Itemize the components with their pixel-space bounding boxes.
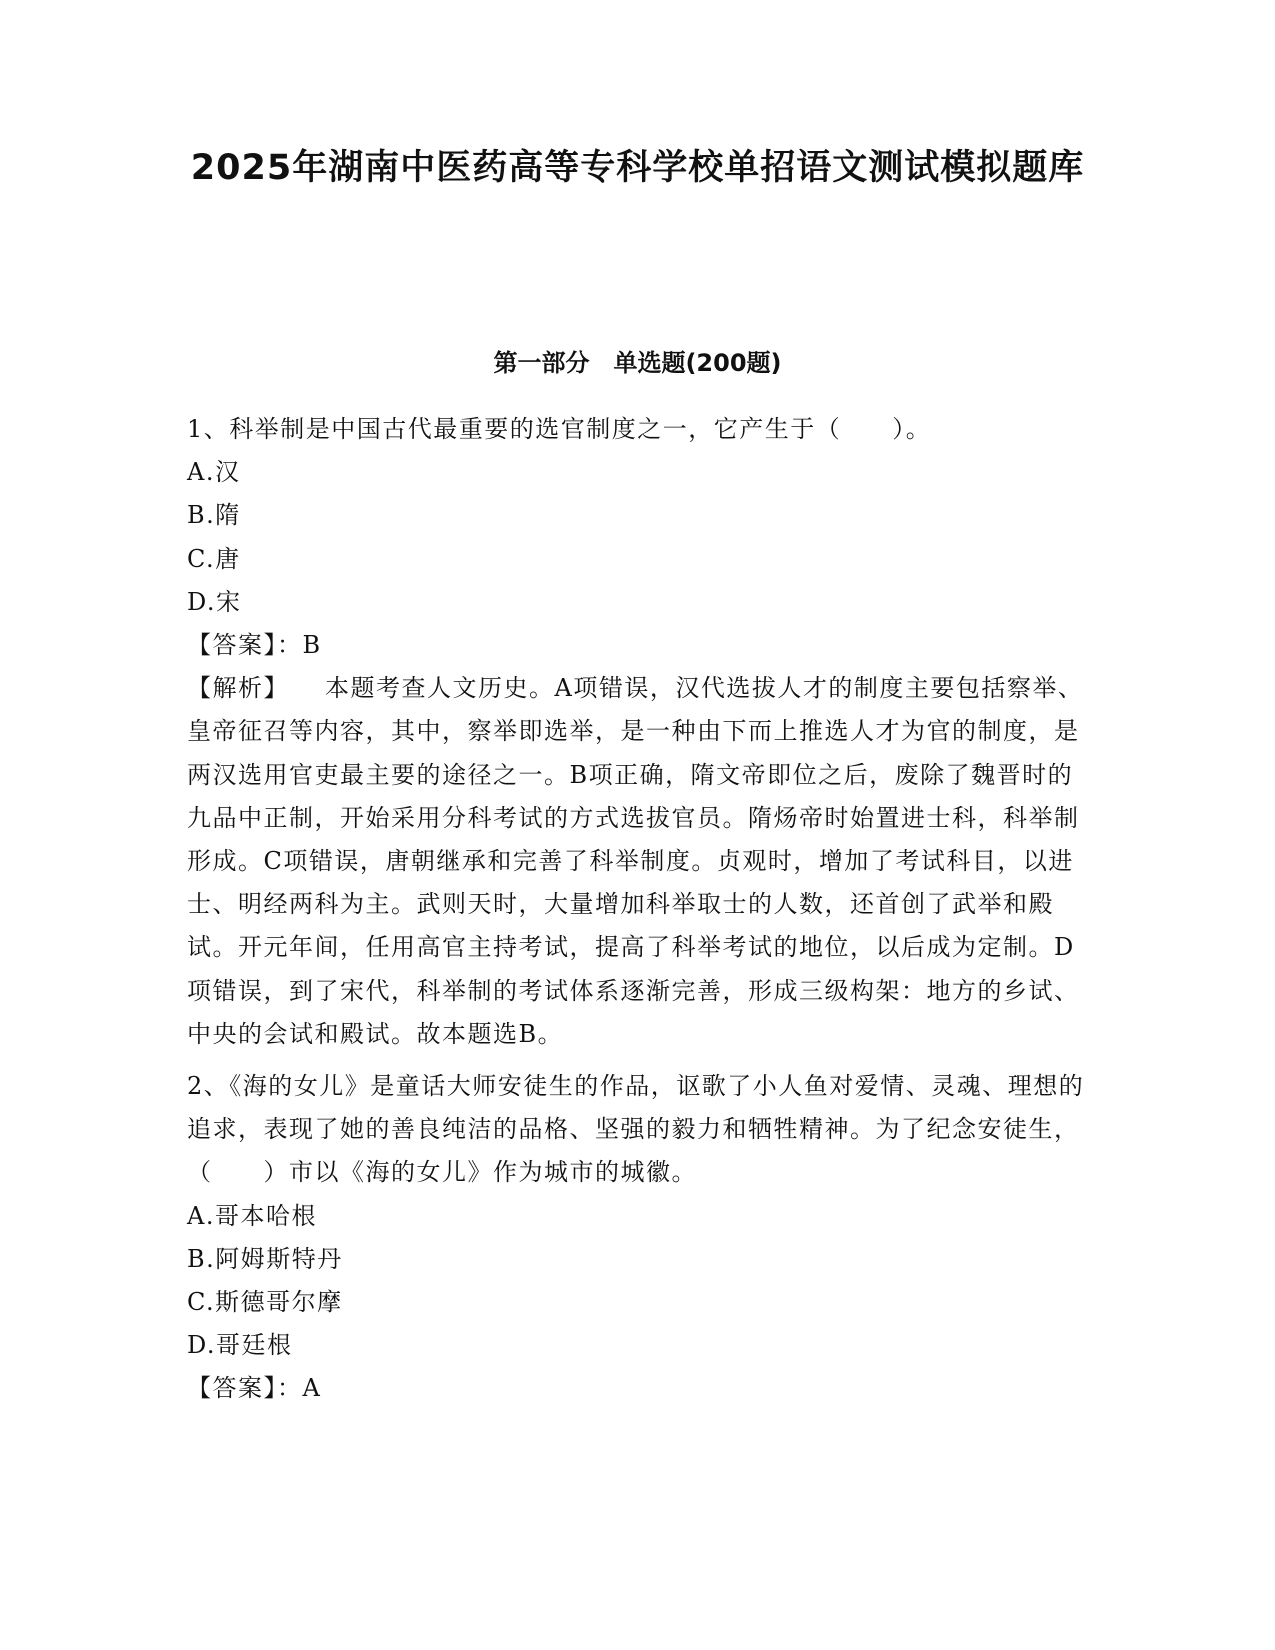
option-c: C.斯德哥尔摩 — [187, 1288, 343, 1317]
question-text: 2、《海的女儿》是童话大师安徒生的作品，讴歌了小人鱼对爱情、灵魂、理想的追求，表现了她的善良纯洁的品格、坚强的毅力和牺牲精神。为了纪念安徒生，（ ）市以《海的女儿》作为城市的城徽。 — [187, 1072, 1085, 1187]
option-a: A.哥本哈根 — [187, 1201, 317, 1230]
analysis-label: 【解析】 — [187, 674, 289, 703]
question-text: 1、科举制是中国古代最重要的选官制度之一，它产生于（ ）。 — [187, 415, 932, 443]
question-2 — [187, 1065, 1087, 1411]
answer-line — [187, 624, 1087, 667]
option-d: D.宋 — [187, 587, 242, 616]
analysis — [187, 667, 1087, 1056]
option-a: A.汉 — [187, 458, 241, 487]
answer-label: 【答案】： — [187, 1374, 303, 1403]
option-c: C.唐 — [187, 544, 241, 573]
answer-value: A — [302, 1374, 322, 1403]
question-list — [187, 408, 1087, 1420]
answer-label: 【答案】： — [187, 631, 303, 660]
document-title: 2025年湖南中医药高等专科学校单招语文测试模拟题库 — [190, 148, 1085, 188]
option-b: B.隋 — [187, 501, 241, 530]
section-title: 第一部分 单选题(200题) — [493, 349, 782, 377]
answer-value: B — [302, 631, 322, 660]
analysis-text: 本题考查人文历史。A项错误，汉代选拔人才的制度主要包括察举、皇帝征召等内容，其中，察举即选举，是一种由下而上推选人才为官的制度，是两汉选用官吏最主要的途径之一。B项正确，隋文帝即位之后，废除了魏晋时的九品中正制，开始采用分科考试的方式选拔官员。隋炀帝时始置进士科，科举制形成。C项错误，唐朝继承和完善了科举制度。贞观时，增加了考试科目，以进士、明经两科为主。武则天时，大量增加科举取士的人数，还首创了武举和殿试。开元年间，任用高官主持考试，提高了科举考试的地位，以后成为定制。D项错误，到了宋代，科举制的考试体系逐渐完善，形成三级构架：地方的乡试、中央的会试和殿试。故本题选B。 — [187, 674, 1084, 1048]
answer-line — [187, 1367, 1087, 1410]
option-b: B.阿姆斯特丹 — [187, 1244, 343, 1273]
option-d: D.哥廷根 — [187, 1331, 293, 1360]
question-1 — [187, 408, 1087, 1056]
